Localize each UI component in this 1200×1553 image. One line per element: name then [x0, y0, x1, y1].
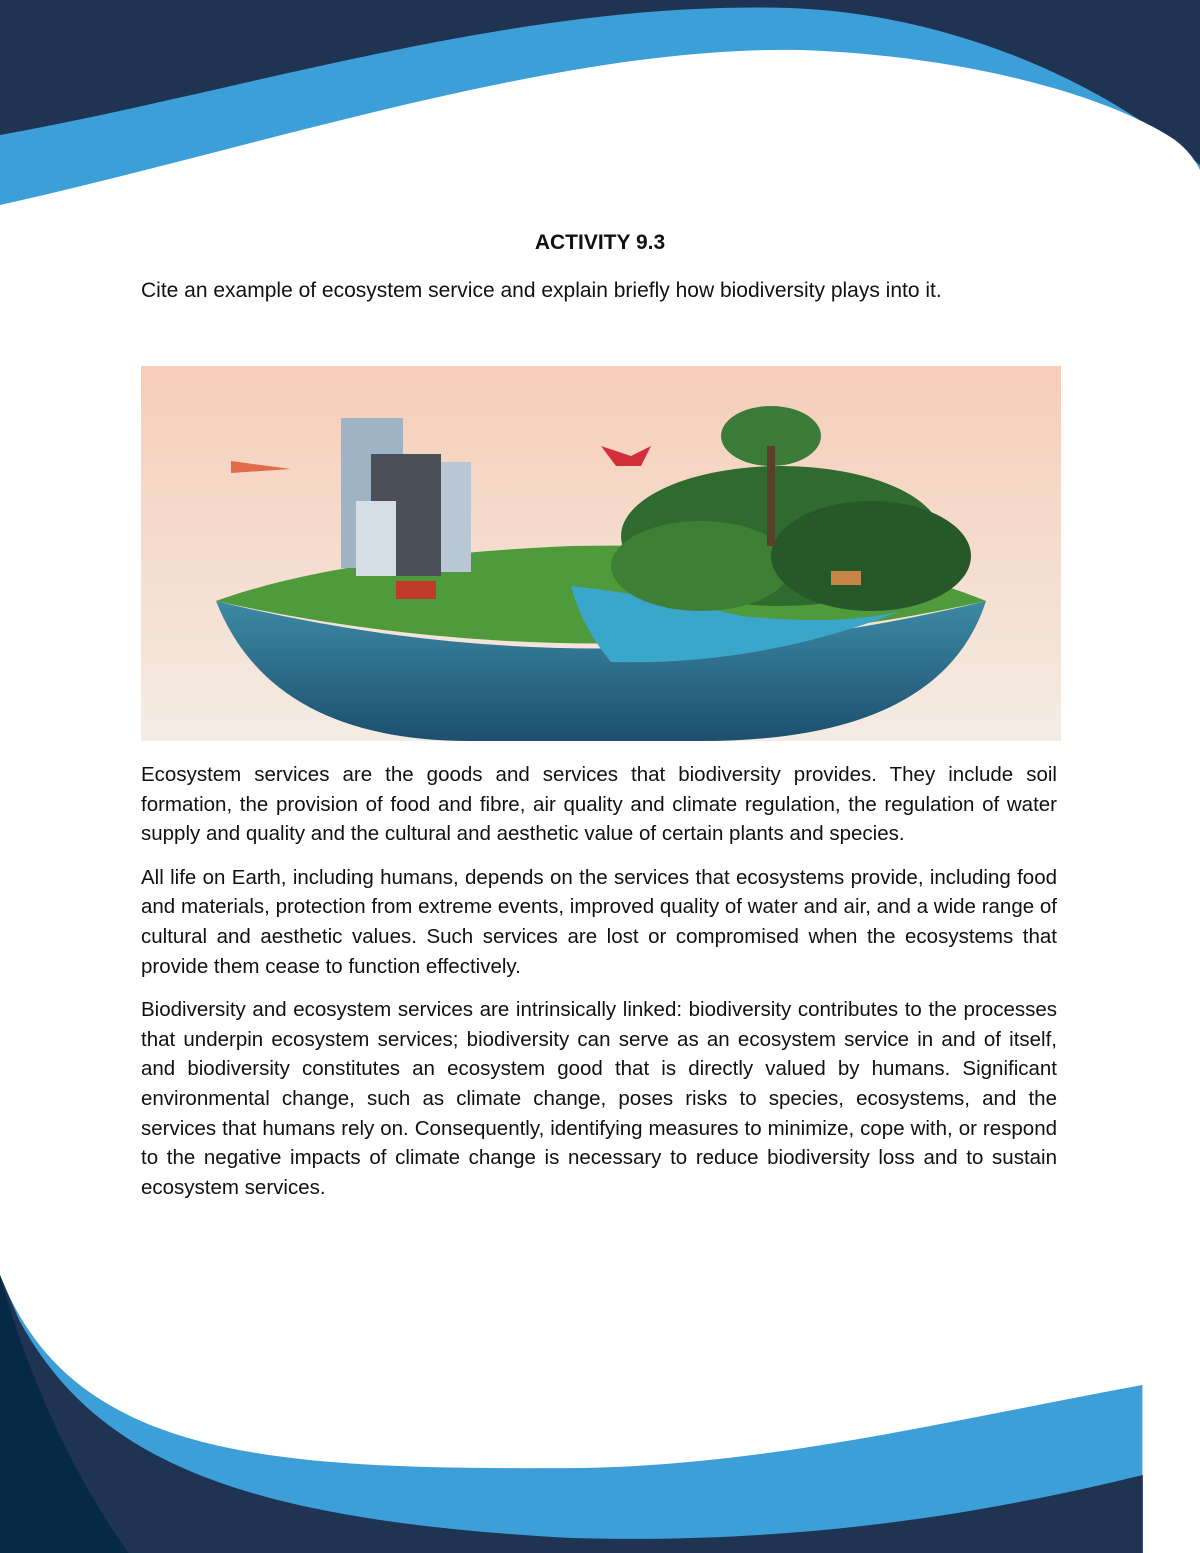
ecosystem-illustration	[141, 366, 1061, 741]
deer	[831, 571, 861, 585]
activity-prompt: Cite an example of ecosystem service and explain briefly how biodiversity plays into it.	[141, 279, 942, 302]
tractor	[396, 581, 436, 599]
paragraph-3: Biodiversity and ecosystem services are intrinsically linked: biodiversity contributes to the processes that underpin ecosystem services; biodiversity can serve as an ecosystem service in and of itself, and biodiversity constitutes an ecosystem good that is directly valued by humans. Significant environmental change, such as climate change, poses risks to species, ecosystems, and the services that humans rely on. Consequently, identifying measures to minimize, cope with, or respond to the negative impacts of climate change is necessary to reduce biodiversity loss and to sustain ecosystem services.	[141, 998, 1057, 1199]
footer-wave-decoration	[0, 1260, 1200, 1553]
activity-title: ACTIVITY 9.3	[534, 231, 666, 254]
paragraph-1: Ecosystem services are the goods and services that biodiversity provides. They include soil formation, the provision of food and fibre, air quality and climate regulation, the regulation of water supply and quality and the cultural and aesthetic value of certain plants and species.	[141, 763, 1057, 846]
header-wave-decoration	[0, 0, 1200, 230]
paragraph-2: All life on Earth, including humans, depends on the services that ecosystems provide, including food and materials, protection from extreme events, improved quality of water and air, and a wide range of cultural and aesthetic values. Such services are lost or compromised when the ecosystems that provide them cease to function effectively.	[141, 865, 1057, 978]
body-text	[141, 760, 1057, 1216]
